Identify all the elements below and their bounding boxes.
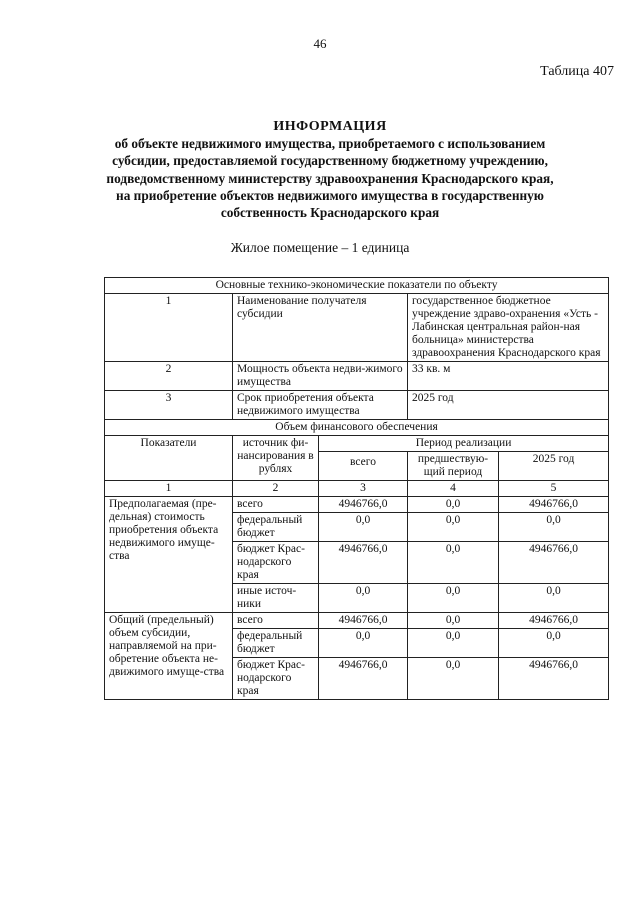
total-cell: 0,0 bbox=[319, 629, 408, 658]
row-number: 1 bbox=[105, 294, 233, 362]
row-number: 2 bbox=[105, 362, 233, 391]
col-header-previous: предшествую-щий период bbox=[408, 452, 499, 481]
year-cell: 4946766,0 bbox=[499, 658, 609, 700]
row-number: 3 bbox=[105, 391, 233, 420]
group-label: Предполагаемая (пре-дельная) стоимость приобретения объекта недвижимого имуще-ства bbox=[105, 497, 233, 613]
table-row bbox=[105, 613, 609, 629]
subtitle-line: субсидии, предоставляемой государственному бюджетному учреждению, bbox=[112, 153, 548, 169]
row-label: Мощность объекта недви-жимого имущества bbox=[233, 362, 408, 391]
total-cell: 4946766,0 bbox=[319, 497, 408, 513]
source-cell: всего bbox=[233, 613, 319, 629]
row-value: 2025 год bbox=[408, 391, 609, 420]
section1-header: Основные технико-экономические показатели по объекту bbox=[105, 278, 609, 294]
col-header-total: всего bbox=[319, 452, 408, 481]
total-cell: 4946766,0 bbox=[319, 542, 408, 584]
year-cell: 0,0 bbox=[499, 513, 609, 542]
source-cell: иные источ-ники bbox=[233, 584, 319, 613]
section-header-row bbox=[105, 420, 609, 436]
info-table bbox=[104, 277, 609, 700]
year-cell: 4946766,0 bbox=[499, 497, 609, 513]
row-label: Наименование получателя субсидии bbox=[233, 294, 408, 362]
table-row bbox=[105, 391, 609, 420]
col-header-source: источник фи-нансирования в рублях bbox=[233, 436, 319, 481]
year-cell: 4946766,0 bbox=[499, 613, 609, 629]
year-cell: 4946766,0 bbox=[499, 542, 609, 584]
previous-cell: 0,0 bbox=[408, 658, 499, 700]
previous-cell: 0,0 bbox=[408, 584, 499, 613]
previous-cell: 0,0 bbox=[408, 513, 499, 542]
column-header-row bbox=[105, 436, 609, 452]
col-header-year: 2025 год bbox=[499, 452, 609, 481]
previous-cell: 0,0 bbox=[408, 497, 499, 513]
table-row bbox=[105, 362, 609, 391]
col-number: 4 bbox=[408, 481, 499, 497]
column-numbers-row bbox=[105, 481, 609, 497]
source-cell: федеральный бюджет bbox=[233, 629, 319, 658]
total-cell: 0,0 bbox=[319, 584, 408, 613]
section2-header: Объем финансового обеспечения bbox=[105, 420, 609, 436]
page-number: 46 bbox=[313, 36, 327, 51]
total-cell: 4946766,0 bbox=[319, 658, 408, 700]
row-label: Срок приобретения объекта недвижимого имущества bbox=[233, 391, 408, 420]
row-value: государственное бюджетное учреждение здраво-охранения «Усть - Лабинская центральная район-ная больница» министерства здравоохранения Краснодарского края bbox=[408, 294, 609, 362]
table-row bbox=[105, 294, 609, 362]
source-cell: федеральный бюджет bbox=[233, 513, 319, 542]
year-cell: 0,0 bbox=[499, 584, 609, 613]
source-cell: всего bbox=[233, 497, 319, 513]
col-header-indicators: Показатели bbox=[105, 436, 233, 481]
subtitle-line: об объекте недвижимого имущества, приобретаемого с использованием bbox=[114, 136, 546, 152]
object-line: Жилое помещение – 1 единица bbox=[230, 240, 410, 255]
source-cell: бюджет Крас-нодарского края bbox=[233, 542, 319, 584]
table-label: Таблица 407 bbox=[540, 64, 614, 79]
year-cell: 0,0 bbox=[499, 629, 609, 658]
subtitle-line: собственность Краснодарского края bbox=[220, 205, 440, 221]
total-cell: 4946766,0 bbox=[319, 613, 408, 629]
table-row bbox=[105, 497, 609, 513]
document-title: ИНФОРМАЦИЯ bbox=[273, 119, 387, 134]
col-number: 3 bbox=[319, 481, 408, 497]
group-label: Общий (предельный) объем субсидии, направляемой на при-обретение объекта не-движимого имуще-ства bbox=[105, 613, 233, 700]
document-heading bbox=[60, 118, 600, 221]
previous-cell: 0,0 bbox=[408, 542, 499, 584]
row-value: 33 кв. м bbox=[408, 362, 609, 391]
total-cell: 0,0 bbox=[319, 513, 408, 542]
subtitle-line: подведомственному министерству здравоохранения Краснодарского края, bbox=[106, 170, 554, 186]
col-header-period: Период реализации bbox=[319, 436, 609, 452]
previous-cell: 0,0 bbox=[408, 613, 499, 629]
section-header-row bbox=[105, 278, 609, 294]
subtitle-line: на приобретение объектов недвижимого имущества в государственную bbox=[116, 187, 544, 203]
previous-cell: 0,0 bbox=[408, 629, 499, 658]
col-number: 2 bbox=[233, 481, 319, 497]
col-number: 1 bbox=[105, 481, 233, 497]
col-number: 5 bbox=[499, 481, 609, 497]
source-cell: бюджет Крас-нодарского края bbox=[233, 658, 319, 700]
